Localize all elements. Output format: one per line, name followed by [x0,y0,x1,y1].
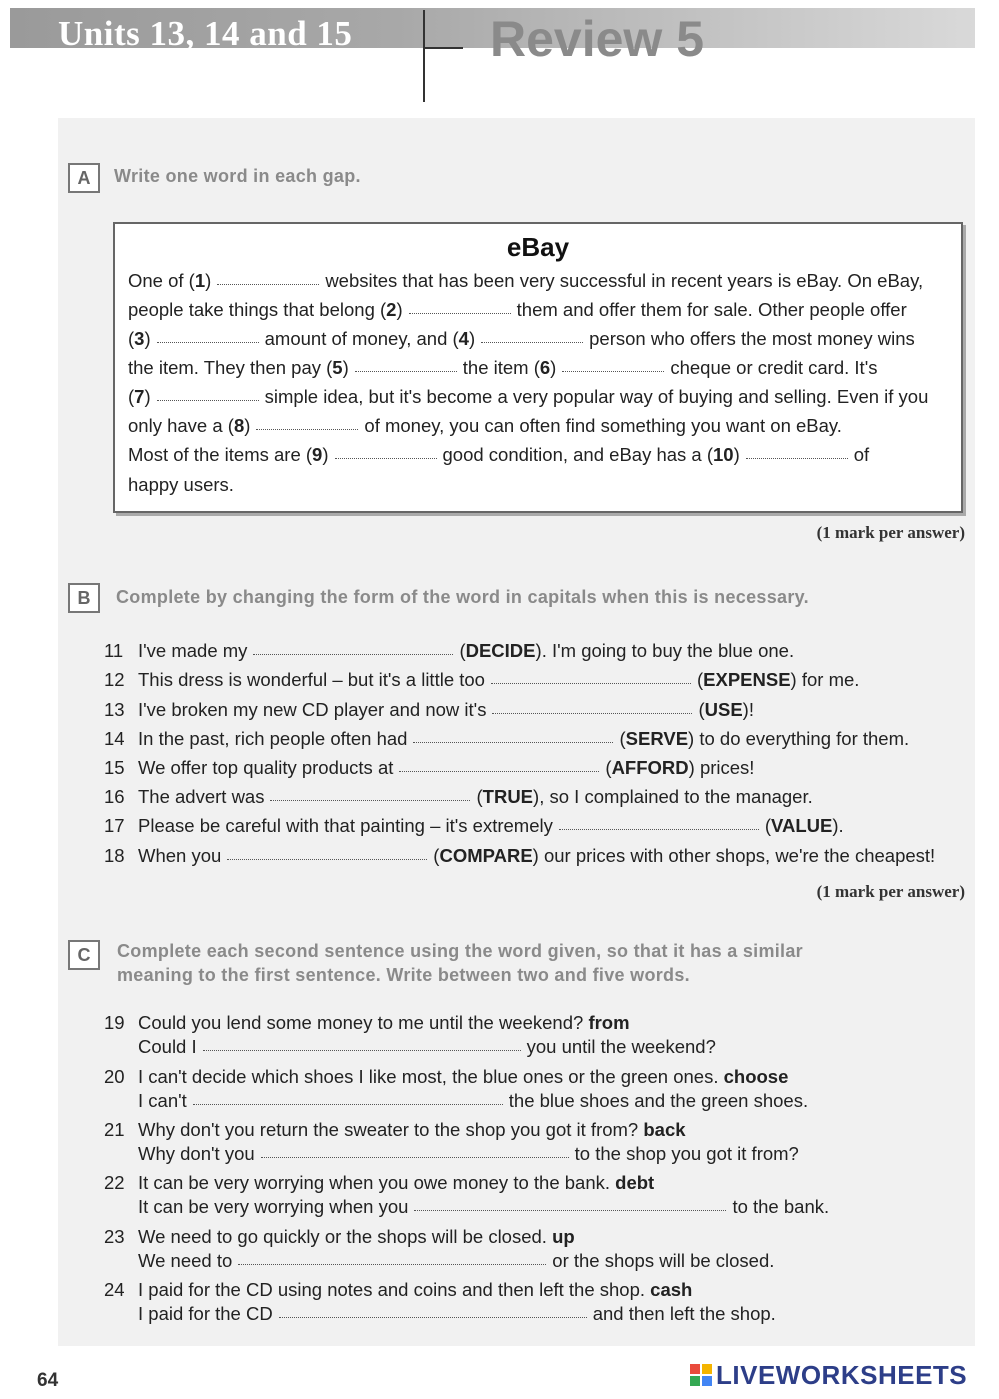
item-text-end: . I'm going to buy the blue one. [541,640,795,661]
original-sentence: We need to go quickly or the shops will be closed. up [138,1226,575,1247]
ebay-line-6: only have a (8) of money, you can often find something you want on eBay. [128,415,842,436]
answer-gap[interactable] [238,1263,546,1265]
gap-number: 1 [194,270,206,291]
original-sentence: Could you lend some money to me until the weekend? from [138,1012,630,1033]
item-number: 13 [104,699,125,720]
review-title: Review 5 [490,11,705,67]
item-number: 15 [104,757,125,778]
section-b-item: The advert was (TRUE), so I complained to the manager. [138,786,813,807]
key-word: choose [723,1066,789,1087]
answer-gap[interactable] [399,770,599,772]
section-b-instruction: Complete by changing the form of the word in capitals when this is necessary. [116,587,809,607]
gap-6[interactable] [562,370,664,372]
item-number: 23 [104,1226,125,1247]
ebay-line-8: happy users. [128,474,234,495]
section-b-item: When you (COMPARE) our prices with other shops, we're the cheapest! [138,845,936,866]
section-a-marks: (1 mark per answer) [816,523,965,542]
item-text: The advert was [138,786,265,807]
original-sentence: I paid for the CD using notes and coins and then left the shop. cash [138,1279,693,1300]
gap-7[interactable] [157,399,259,401]
gap-number: 2 [386,299,397,320]
gap-number: 4 [458,328,469,349]
ebay-line-3: (3) amount of money, and (4) person who offers the most money wins [128,328,915,349]
logo-text: LIVEWORKSHEETS [716,1359,968,1390]
section-b-item: I've made my (DECIDE). I'm going to buy the blue one. [138,640,795,661]
original-sentence: It can be very worrying when you owe money to the bank. debt [138,1172,655,1193]
gap-number: 10 [713,444,734,465]
item-text: In the past, rich people often had [138,728,408,749]
item-text-end: for me. [796,669,860,690]
item-text: When you [138,845,222,866]
logo-grid-icon [690,1364,712,1386]
gap-10[interactable] [746,457,848,459]
item-text: We offer top quality products at [138,757,394,778]
gap-3[interactable] [157,341,259,343]
item-number: 19 [104,1012,125,1033]
section-b-item: This dress is wonderful – but it's a little too (EXPENSE) for me. [138,669,860,690]
item-text: Please be careful with that painting – it's extremely [138,815,553,836]
section-c-label: C [68,940,100,970]
item-text-end: ! [748,699,754,720]
gap-2[interactable] [409,312,511,314]
ebay-line-5: (7) simple idea, but it's become a very popular way of buying and selling. Even if you [128,386,929,407]
original-sentence: I can't decide which shoes I like most, the blue ones or the green ones. choose [138,1066,789,1087]
gap-5[interactable] [355,370,457,372]
answer-gap[interactable] [492,712,692,714]
key-word: up [552,1226,575,1247]
item-text-end: our prices with other shops, we're the cheapest! [538,845,936,866]
item-text-end: to do everything for them. [694,728,910,749]
answer-gap[interactable] [261,1156,569,1158]
header-divider [423,10,425,102]
answer-gap[interactable] [414,1209,726,1211]
item-number: 18 [104,845,125,866]
section-c-instruction-line-1: Complete each second sentence using the word given, so that it has a similar [117,941,803,961]
rewrite-sentence: Could I you until the weekend? [138,1036,716,1057]
answer-gap[interactable] [227,858,427,860]
ebay-text-box [113,222,963,513]
item-number: 24 [104,1279,125,1300]
answer-gap[interactable] [413,741,613,743]
liveworksheets-logo [690,1360,967,1390]
key-word: back [643,1119,686,1140]
answer-gap[interactable] [491,682,691,684]
item-text-end: . [838,815,844,836]
gap-number: 9 [312,444,323,465]
rewrite-sentence: We need to or the shops will be closed. [138,1250,775,1271]
gap-number: 8 [233,415,245,436]
answer-gap[interactable] [193,1103,503,1105]
ebay-line-1: One of (1) websites that has been very successful in recent years is eBay. On eBay, [128,270,924,291]
ebay-title: eBay [506,232,570,262]
section-b-marks: (1 mark per answer) [816,882,965,901]
item-number: 12 [104,669,125,690]
gap-number: 5 [332,357,343,378]
capital-word: DECIDE [465,640,536,661]
gap-1[interactable] [217,283,319,285]
section-a-label: A [68,163,100,193]
capital-word: SERVE [625,728,689,749]
item-number: 17 [104,815,125,836]
capital-word: EXPENSE [703,669,791,690]
answer-gap[interactable] [253,653,453,655]
gap-4[interactable] [481,341,583,343]
key-word: cash [650,1279,693,1300]
rewrite-sentence: I can't the blue shoes and the green shoes. [138,1090,809,1111]
key-word: from [588,1012,630,1033]
section-b-item: Please be careful with that painting – it's extremely (VALUE). [138,815,844,836]
capital-word: USE [704,699,743,720]
ebay-line-7: Most of the items are (9) good condition, and eBay has a (10) of [128,444,870,465]
capital-word: VALUE [771,815,833,836]
section-b-item: We offer top quality products at (AFFORD) prices! [138,757,755,778]
rewrite-sentence: It can be very worrying when you to the bank. [138,1196,830,1217]
header-rule [423,47,463,49]
rewrite-sentence: I paid for the CD and then left the shop. [138,1303,776,1324]
section-b-item: In the past, rich people often had (SERVE) to do everything for them. [138,728,910,749]
item-number: 14 [104,728,125,749]
ebay-line-4: the item. They then pay (5) the item (6) cheque or credit card. It's [128,357,878,378]
gap-number: 7 [134,386,145,407]
item-text: This dress is wonderful – but it's a little too [138,669,485,690]
item-text-end: prices! [694,757,755,778]
units-title: Units 13, 14 and 15 [58,14,353,53]
item-text-end: , so I complained to the manager. [539,786,813,807]
item-number: 22 [104,1172,125,1193]
item-text: I've broken my new CD player and now it's [138,699,487,720]
capital-word: TRUE [482,786,534,807]
gap-number: 6 [539,357,551,378]
key-word: debt [615,1172,655,1193]
section-b-label: B [68,583,100,613]
capital-word: COMPARE [439,845,533,866]
item-number: 11 [104,640,124,661]
section-a-instruction: Write one word in each gap. [114,166,361,186]
section-c-instruction-line-2: meaning to the first sentence. Write between two and five words. [117,965,690,985]
rewrite-sentence: Why don't you to the shop you got it from? [138,1143,799,1164]
section-b-item: I've broken my new CD player and now it's (USE)! [138,699,754,720]
capital-word: AFFORD [611,757,689,778]
gap-8[interactable] [256,428,358,430]
gap-number: 3 [134,328,145,349]
page-number: 64 [37,1370,59,1391]
answer-gap[interactable] [279,1316,587,1318]
answer-gap[interactable] [270,799,470,801]
item-number: 16 [104,786,125,807]
answer-gap[interactable] [203,1049,521,1051]
item-number: 21 [104,1119,125,1140]
gap-9[interactable] [335,457,437,459]
original-sentence: Why don't you return the sweater to the shop you got it from? back [138,1119,686,1140]
answer-gap[interactable] [559,828,759,830]
item-text: I've made my [138,640,248,661]
ebay-line-2: people take things that belong (2) them and offer them for sale. Other people offer [128,299,907,320]
item-number: 20 [104,1066,125,1087]
